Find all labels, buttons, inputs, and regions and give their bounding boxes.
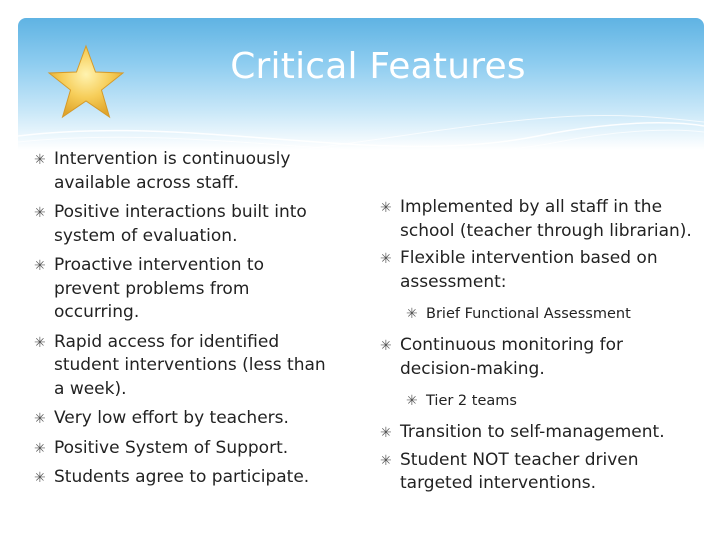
bullet-asterisk-icon: ✳ bbox=[34, 152, 46, 168]
list-item: ✳ Flexible intervention based on assessment: bbox=[380, 248, 658, 292]
bullet-asterisk-icon: ✳ bbox=[380, 452, 392, 469]
star-icon bbox=[46, 44, 126, 120]
list-item: ✳ Transition to self-management. bbox=[380, 421, 700, 445]
list-item: ✳ Student NOT teacher driven targeted interventions. bbox=[380, 449, 639, 493]
sub-list-item: ✳ Brief Functional Assessment bbox=[380, 304, 700, 324]
list-item: ✳ Positive System of Support. bbox=[34, 437, 334, 461]
bullet-asterisk-icon: ✳ bbox=[34, 440, 46, 457]
list-item: ✳ Very low effort by teachers. bbox=[34, 407, 334, 431]
slide-title: Critical Features bbox=[230, 46, 526, 87]
slide-header bbox=[18, 18, 704, 150]
bullet-asterisk-icon: ✳ bbox=[406, 393, 418, 409]
list-item: ✳ Students agree to participate. bbox=[34, 466, 334, 490]
left-bullet-list bbox=[34, 148, 334, 496]
list-item: ✳ Intervention is continuously available across staff. bbox=[34, 149, 291, 193]
list-item: ✳ Positive interactions built into system of evaluation. bbox=[34, 202, 307, 246]
bullet-asterisk-icon: ✳ bbox=[380, 251, 392, 267]
bullet-asterisk-icon: ✳ bbox=[34, 205, 46, 221]
list-item: ✳ Continuous monitoring for decision-making. bbox=[380, 335, 624, 379]
sub-list-item: ✳ Tier 2 teams bbox=[380, 391, 700, 411]
list-item: ✳ Proactive intervention to prevent problems from occurring. bbox=[34, 255, 264, 322]
bullet-asterisk-icon: ✳ bbox=[380, 338, 392, 354]
bullet-asterisk-icon: ✳ bbox=[380, 200, 392, 216]
list-item: ✳ Rapid access for identified student interventions (less than a week). bbox=[34, 331, 326, 399]
bullet-asterisk-icon: ✳ bbox=[406, 306, 418, 322]
right-bullet-list bbox=[380, 196, 700, 500]
bullet-asterisk-icon: ✳ bbox=[34, 411, 46, 427]
bullet-asterisk-icon: ✳ bbox=[34, 334, 46, 351]
bullet-asterisk-icon: ✳ bbox=[380, 425, 392, 441]
bullet-asterisk-icon: ✳ bbox=[34, 470, 46, 486]
list-item: ✳ Implemented by all staff in the school (teacher through librarian). bbox=[380, 197, 692, 241]
bullet-asterisk-icon: ✳ bbox=[34, 258, 46, 274]
